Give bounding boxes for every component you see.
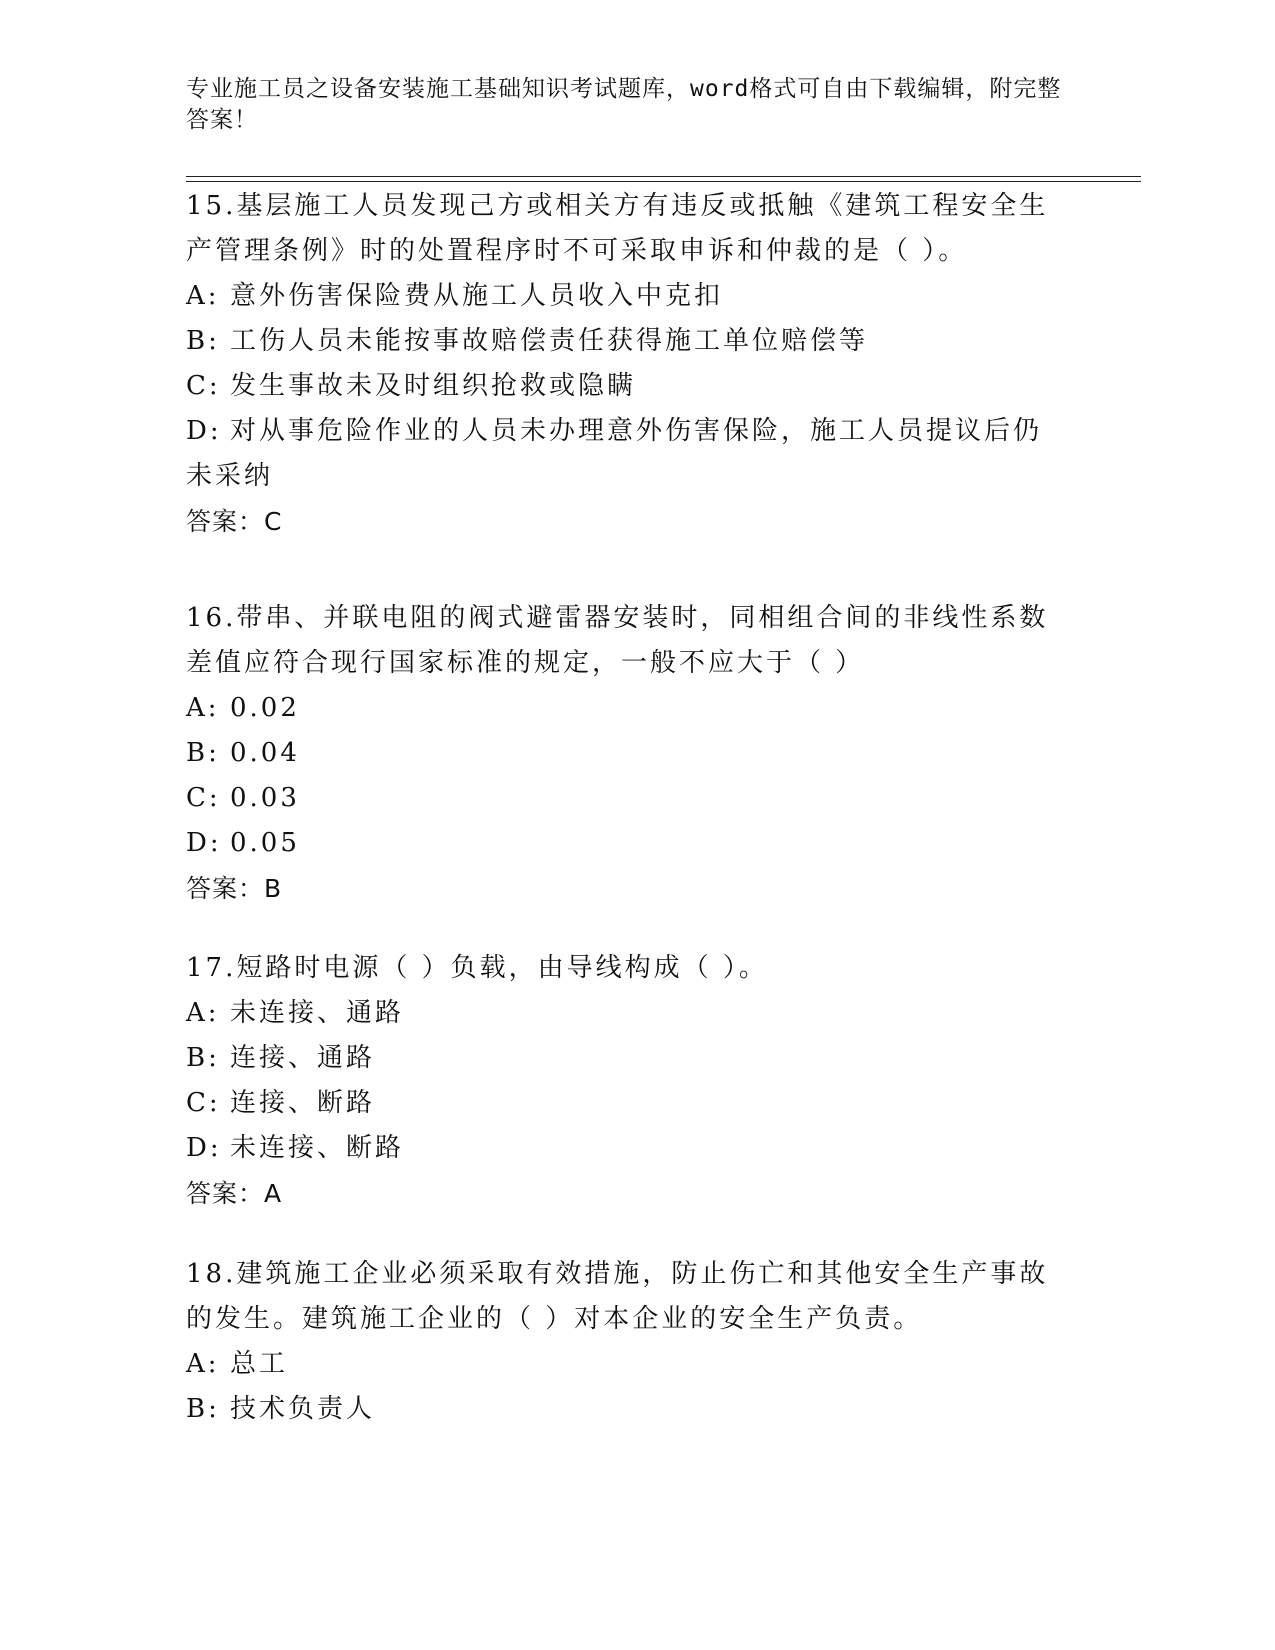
option-letter: A: — [186, 281, 220, 311]
option-d — [186, 1126, 1066, 1171]
option-c — [186, 1081, 1066, 1126]
option-d — [186, 409, 1066, 499]
option-letter: C: — [186, 1088, 221, 1118]
option-letter: D: — [186, 1133, 222, 1163]
option-text: 总工 — [230, 1349, 289, 1379]
option-text: 技术负责人 — [230, 1394, 376, 1424]
question-15 — [186, 184, 1066, 544]
option-text: 0.04 — [230, 738, 300, 768]
option-c — [186, 776, 1066, 821]
answer-label: 答案：B — [186, 874, 283, 903]
option-letter: A: — [186, 693, 220, 723]
option-c — [186, 364, 1066, 409]
option-letter: B: — [186, 1043, 220, 1073]
option-letter: B: — [186, 326, 220, 356]
question-stem: 18.建筑施工企业必须采取有效措施，防止伤亡和其他安全生产事故的发生。建筑施工企业的（ ）对本企业的安全生产负责。 — [186, 1259, 1049, 1334]
header-divider-top — [186, 176, 1141, 177]
option-letter: C: — [186, 783, 221, 813]
answer-label: 答案：C — [186, 507, 283, 536]
option-text: 连接、通路 — [230, 1043, 376, 1073]
option-letter: B: — [186, 1394, 220, 1424]
option-letter: C: — [186, 371, 221, 401]
question-18 — [186, 1252, 1066, 1432]
option-text: 0.05 — [230, 828, 300, 858]
option-letter: A: — [186, 998, 220, 1028]
option-letter: D: — [186, 416, 222, 446]
option-text: 连接、断路 — [230, 1088, 376, 1118]
option-text: 0.02 — [230, 693, 300, 723]
option-d — [186, 821, 1066, 866]
question-stem: 17.短路时电源（ ）负载，由导线构成（ ）。 — [186, 953, 768, 983]
option-b — [186, 319, 1066, 364]
option-b — [186, 1387, 1066, 1432]
header-divider-bottom — [186, 181, 1141, 182]
question-stem: 15.基层施工人员发现己方或相关方有违反或抵触《建筑工程安全生产管理条例》时的处置程序时不可采取申诉和仲裁的是（ ）。 — [186, 191, 1049, 266]
question-stem: 16.带串、并联电阻的阀式避雷器安装时，同相组合间的非线性系数差值应符合现行国家标准的规定，一般不应大于（ ） — [186, 603, 1049, 678]
option-text: 未连接、通路 — [230, 998, 405, 1028]
option-letter: D: — [186, 828, 222, 858]
question-17 — [186, 946, 1066, 1216]
option-text: 0.03 — [230, 783, 300, 813]
option-text: 意外伤害保险费从施工人员收入中克扣 — [230, 281, 724, 311]
question-16 — [186, 596, 1066, 911]
option-letter: A: — [186, 1349, 220, 1379]
option-a — [186, 274, 1066, 319]
option-letter: B: — [186, 738, 220, 768]
option-text: 未连接、断路 — [230, 1133, 405, 1163]
answer-label: 答案：A — [186, 1179, 283, 1208]
option-a — [186, 686, 1066, 731]
option-text: 工伤人员未能按事故赔偿责任获得施工单位赔偿等 — [230, 326, 869, 356]
option-a — [186, 1342, 1066, 1387]
option-a — [186, 991, 1066, 1036]
option-b — [186, 731, 1066, 776]
option-text: 对从事危险作业的人员未办理意外伤害保险，施工人员提议后仍未采纳 — [186, 416, 1043, 491]
document-header: 专业施工员之设备安装施工基础知识考试题库，word格式可自由下载编辑，附完整答案！ — [186, 76, 1062, 133]
option-text: 发生事故未及时组织抢救或隐瞒 — [230, 371, 637, 401]
option-b — [186, 1036, 1066, 1081]
